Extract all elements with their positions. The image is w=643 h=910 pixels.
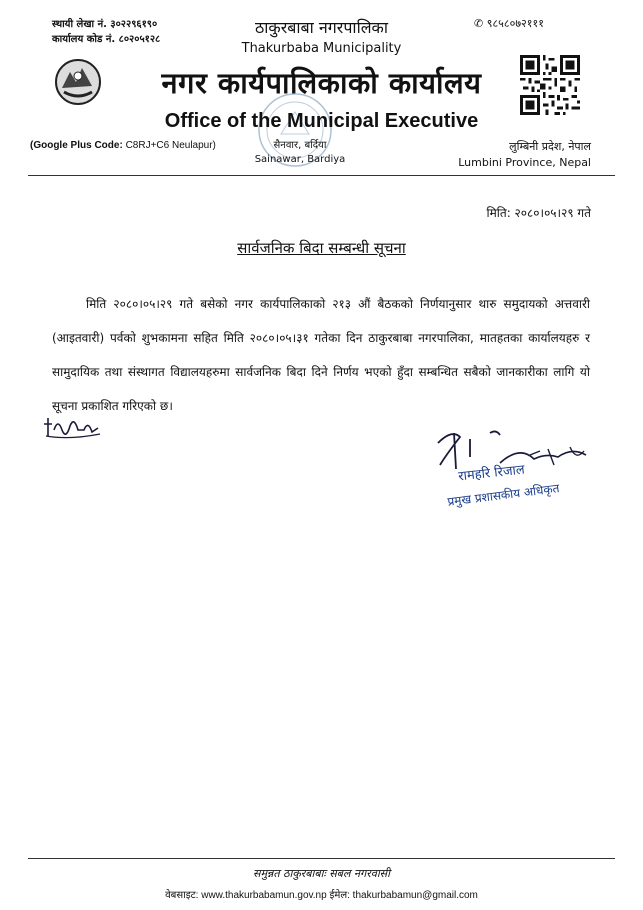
province-english: Lumbini Province, Nepal [458,156,591,169]
province-block [458,139,591,171]
footer-divider [28,858,615,859]
phone-icon: ✆ [474,17,484,30]
signatory-name: रामहरि रिजाल [457,462,526,485]
signatory-title: प्रमुख प्रशासकीय अधिकृत [446,481,561,509]
google-plus-code: (Google Plus Code: C8RJ+C6 Neulapur) [30,140,216,151]
initial-signature-icon [40,410,104,444]
municipality-name-nepali: ठाकुरबाबा नगरपालिका [254,18,388,37]
office-address [238,139,362,167]
notice-body: मिति २०८०।०५।२९ गते बसेको नगर कार्यपालिकाको २१३ औं बैठकको निर्णयानुसार थारु समुदायको अत्तवारी (आइतवारी) पर्वको शुभकामना सहित मिति २०८०।०५।३१ गतेका दिन ठाकुरबाबा नगरपालिका, मातहतका कार्यालयहरु र सामुदायिक तथा संस्थागत विद्यालयहरुमा सार्वजनिक बिदा दिने निर्णय भएको हुँदा सम्बन्धित सबैको जानकारीका लागि यो सूचना प्रकाशित गरिएको छ। [52,297,590,413]
address-nepali: सैनवार, बर्दिया [273,140,327,151]
header-divider [28,175,615,176]
footer-contact: वेबसाइट: www.thakurbabamun.gov.np ईमेल: thakurbabamun@gmail.com [165,890,478,901]
notice-subject: सार्वजनिक बिदा सम्बन्धी सूचना [237,239,406,257]
province-nepali: लुम्बिनी प्रदेश, नेपाल [509,140,591,153]
office-title-nepali: नगर कार्यपालिकाको कार्यालय [161,66,482,100]
notice-date: मिति: २०८०।०५।२९ गते [486,206,591,220]
office-code: कार्यालय कोड नं. ८०२०५१२८ [52,34,161,45]
footer-slogan: समुन्नत ठाकुरबाबाः सबल नगरवासी [253,867,390,880]
phone-number: ✆ ९८५८०७२१११ [474,17,544,30]
permanent-account-number: स्थायी लेखा नं. ३०२२९६१९० [52,19,158,30]
address-english: Sainawar, Bardiya [254,154,346,165]
municipality-name-english: Thakurbaba Municipality [241,41,402,56]
office-title-english: Office of the Municipal Executive [164,110,479,132]
